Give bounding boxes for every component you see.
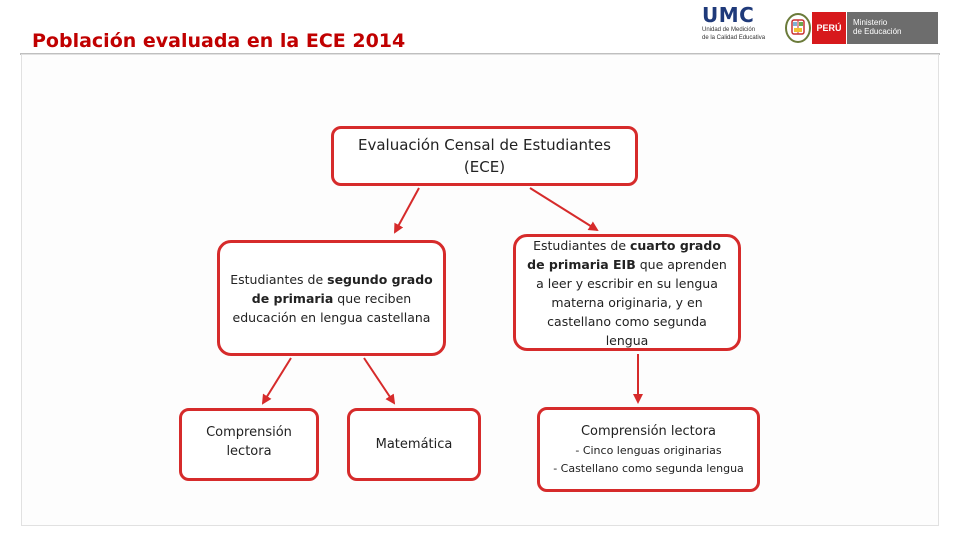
coat-of-arms-icon: [784, 12, 812, 44]
ministry-line-1: Ministerio: [853, 18, 888, 27]
node-ece-line-1: Evaluación Censal de Estudiantes: [358, 136, 611, 154]
umc-logo: [702, 4, 766, 52]
node-comprension-eib-item-2: - Castellano como segunda lengua: [553, 461, 744, 475]
node-fourth-grade-eib: [513, 234, 741, 351]
ministry-name: [846, 12, 938, 44]
node-second-grade-text: Estudiantes de segundo grado de primaria que reciben educación en lengua castellana: [230, 271, 433, 325]
ministry-logo: [812, 12, 938, 44]
node-fourth-grade-text: Estudiantes de cuarto grado de primaria EIB que aprenden a leer y escribir en su lengua materna originaria, y en castellano como segunda lengua: [527, 237, 727, 348]
node-comprension-lectora: Comprensión lectora: [179, 408, 319, 481]
node-second-grade: [217, 240, 446, 356]
peru-label: PERÚ: [812, 12, 846, 44]
node-matematica: Matemática: [347, 408, 481, 481]
node-comprension-eib-item-1: - Cinco lenguas originarias: [575, 443, 722, 457]
page-title: Población evaluada en la ECE 2014: [32, 30, 406, 52]
umc-subtitle-1: Unidad de Medición: [702, 27, 756, 33]
umc-logo-text: UMC: [702, 3, 755, 27]
node-ece: [331, 126, 638, 186]
umc-subtitle-2: de la Calidad Educativa: [702, 35, 766, 41]
node-comprension-lectora-eib: [537, 407, 760, 492]
ministry-line-2: de Educación: [853, 27, 902, 36]
node-comprension-eib-title: Comprensión lectora: [580, 423, 717, 439]
node-ece-line-2: (ECE): [463, 158, 506, 176]
